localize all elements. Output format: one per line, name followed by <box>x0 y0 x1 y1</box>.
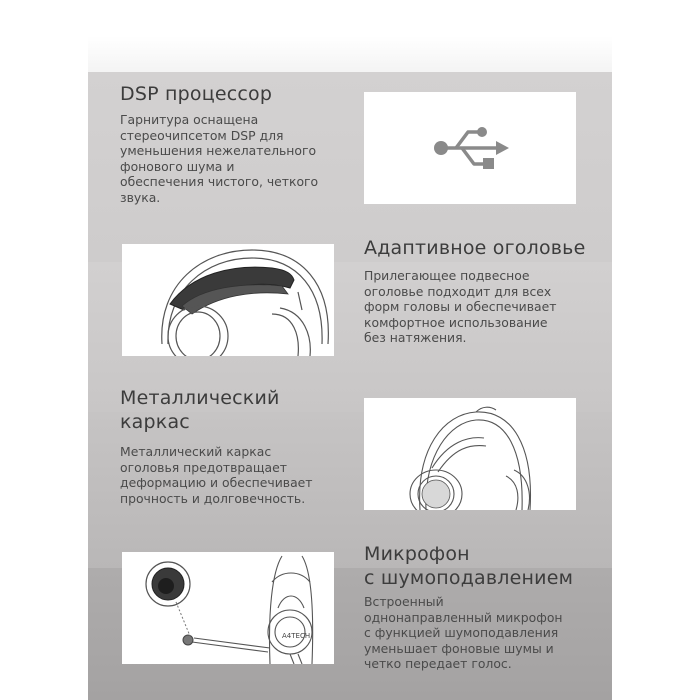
headband-title: Адаптивное оголовье <box>364 237 586 259</box>
microphone-image-card <box>122 552 334 664</box>
top-fade <box>88 36 612 72</box>
headphones-frame-icon <box>364 398 576 510</box>
microphone-title-line-1: Микрофон <box>364 543 470 565</box>
microphone-description: Встроенный однонаправленный микрофон с функцией шумоподавления уменьшает фоновые шумы и четко передает голос. <box>364 594 563 672</box>
headband-headphones-icon <box>122 244 334 356</box>
headband-description: Прилегающее подвесное оголовье подходит для всех форм головы и обеспечивает комфортное использование без натяжения. <box>364 268 557 346</box>
metal-frame-title-line-2: каркас <box>120 411 190 433</box>
microphone-headset-icon <box>122 552 334 664</box>
usb-icon <box>364 92 576 204</box>
metal-frame-title-line-1: Металлический <box>120 387 280 409</box>
headband-image-card <box>122 244 334 356</box>
dsp-description: Гарнитура оснащена стереочипсетом DSP для уменьшения нежелательного фонового шума и обеспечения чистого, четкого звука. <box>120 112 319 205</box>
brand-label: A4TECH <box>282 632 311 640</box>
dsp-image-card <box>364 92 576 204</box>
microphone-title-line-2: с шумоподавлением <box>364 567 574 589</box>
metal-frame-description: Металлический каркас оголовья предотвращает деформацию и обеспечивает прочность и долговечность. <box>120 444 313 506</box>
dsp-title: DSP процессор <box>120 83 273 105</box>
metal-frame-image-card <box>364 398 576 510</box>
